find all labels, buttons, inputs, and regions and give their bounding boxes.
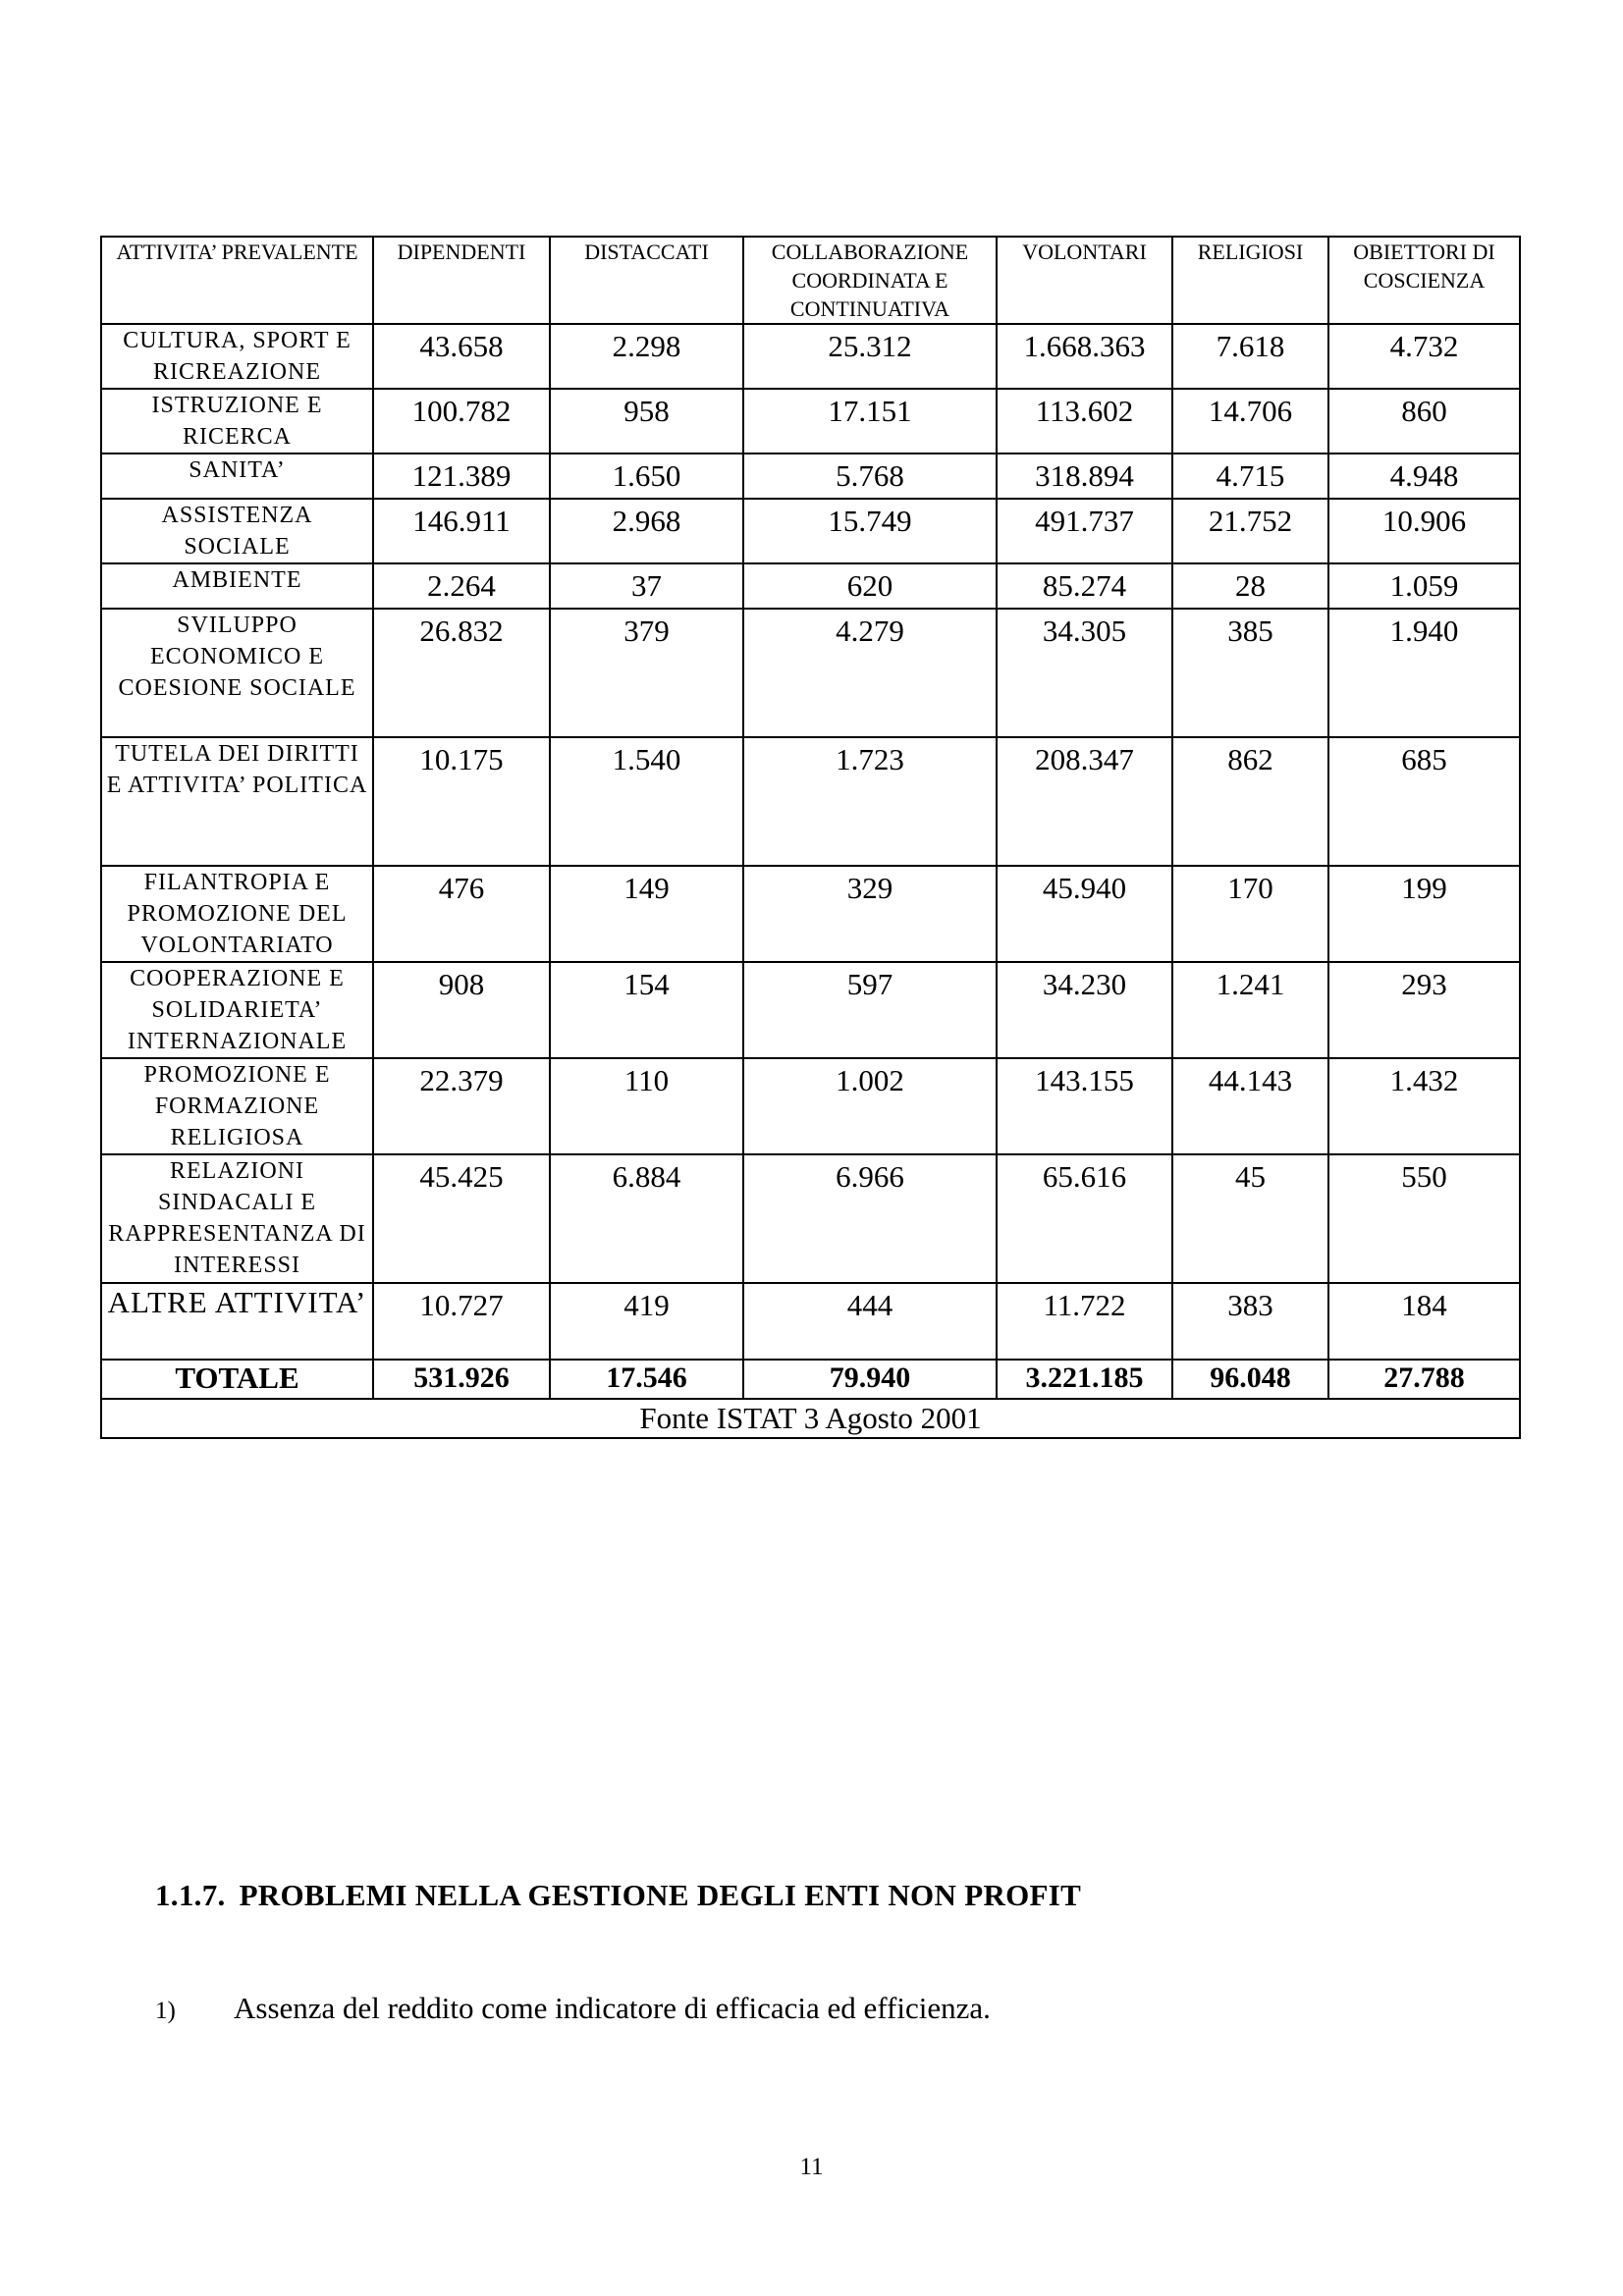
table-cell: 685 — [1328, 737, 1520, 866]
header-volontari: VOLONTARI — [997, 237, 1172, 324]
table-row — [101, 1154, 1520, 1283]
table-cell: 14.706 — [1172, 389, 1328, 454]
table-row — [101, 962, 1520, 1058]
row-label: COOPERAZIONE E SOLIDARIETA’ INTERNAZIONALE — [101, 962, 373, 1058]
section-number: 1.1.7. — [155, 1878, 226, 1912]
table-cell: 10.906 — [1328, 499, 1520, 563]
table-cell: 4.279 — [743, 609, 997, 737]
table-total-row — [101, 1360, 1520, 1399]
table-cell: 170 — [1172, 866, 1328, 962]
table-cell: 11.722 — [997, 1283, 1172, 1360]
table-row — [101, 1283, 1520, 1360]
table-row — [101, 737, 1520, 866]
table-cell: 1.540 — [550, 737, 743, 866]
header-collaborazione: COLLABORAZIONE COORDINATA E CONTINUATIVA — [743, 237, 997, 324]
table-cell: 10.727 — [373, 1283, 550, 1360]
table-cell: 4.948 — [1328, 454, 1520, 499]
table-cell: 146.911 — [373, 499, 550, 563]
section-title: PROBLEMI NELLA GESTIONE DEGLI ENTI NON PROFIT — [239, 1878, 1082, 1912]
header-religiosi: RELIGIOSI — [1172, 237, 1328, 324]
table-cell: 21.752 — [1172, 499, 1328, 563]
table-cell: 379 — [550, 609, 743, 737]
table-row — [101, 563, 1520, 609]
table-row — [101, 454, 1520, 499]
total-cell: 17.546 — [550, 1360, 743, 1399]
row-label: ALTRE ATTIVITA’ — [101, 1283, 373, 1360]
table-cell: 1.002 — [743, 1058, 997, 1154]
table-cell: 121.389 — [373, 454, 550, 499]
table-cell: 34.230 — [997, 962, 1172, 1058]
header-dipendenti: DIPENDENTI — [373, 237, 550, 324]
table-cell: 2.298 — [550, 324, 743, 389]
table-row — [101, 389, 1520, 454]
header-distaccati: DISTACCATI — [550, 237, 743, 324]
table-cell: 10.175 — [373, 737, 550, 866]
table-cell: 43.658 — [373, 324, 550, 389]
total-cell: 3.221.185 — [997, 1360, 1172, 1399]
table-cell: 318.894 — [997, 454, 1172, 499]
table-cell: 7.618 — [1172, 324, 1328, 389]
table-cell: 45.425 — [373, 1154, 550, 1283]
table-cell: 293 — [1328, 962, 1520, 1058]
table-cell: 550 — [1328, 1154, 1520, 1283]
table-cell: 383 — [1172, 1283, 1328, 1360]
table-cell: 4.732 — [1328, 324, 1520, 389]
list-item — [155, 1991, 991, 2026]
row-label: TUTELA DEI DIRITTI E ATTIVITA’ POLITICA — [101, 737, 373, 866]
table-cell: 860 — [1328, 389, 1520, 454]
table-cell: 28 — [1172, 563, 1328, 609]
table-cell: 908 — [373, 962, 550, 1058]
nonprofit-staff-table — [100, 236, 1521, 1439]
table-cell: 184 — [1328, 1283, 1520, 1360]
table-cell: 419 — [550, 1283, 743, 1360]
table-cell: 22.379 — [373, 1058, 550, 1154]
table-cell: 100.782 — [373, 389, 550, 454]
table-cell: 34.305 — [997, 609, 1172, 737]
table-cell: 862 — [1172, 737, 1328, 866]
row-label: ASSISTENZA SOCIALE — [101, 499, 373, 563]
table-cell: 113.602 — [997, 389, 1172, 454]
table-cell: 45 — [1172, 1154, 1328, 1283]
table-cell: 85.274 — [997, 563, 1172, 609]
table-header-row — [101, 237, 1520, 324]
total-label: TOTALE — [101, 1360, 373, 1399]
table-row — [101, 1058, 1520, 1154]
table-cell: 491.737 — [997, 499, 1172, 563]
table-cell: 1.668.363 — [997, 324, 1172, 389]
table-cell: 149 — [550, 866, 743, 962]
table-cell: 1.723 — [743, 737, 997, 866]
table-cell: 4.715 — [1172, 454, 1328, 499]
row-label: SVILUPPO ECONOMICO E COESIONE SOCIALE — [101, 609, 373, 737]
table-cell: 6.884 — [550, 1154, 743, 1283]
total-cell: 27.788 — [1328, 1360, 1520, 1399]
section-heading — [155, 1878, 1081, 1913]
table-cell: 2.968 — [550, 499, 743, 563]
table-cell: 1.432 — [1328, 1058, 1520, 1154]
table-cell: 385 — [1172, 609, 1328, 737]
table-cell: 1.241 — [1172, 962, 1328, 1058]
table-cell: 6.966 — [743, 1154, 997, 1283]
table-cell: 37 — [550, 563, 743, 609]
header-obiettori: OBIETTORI DI COSCIENZA — [1328, 237, 1520, 324]
list-marker: 1) — [155, 1998, 176, 2024]
table-cell: 45.940 — [997, 866, 1172, 962]
row-label: FILANTROPIA E PROMOZIONE DEL VOLONTARIATO — [101, 866, 373, 962]
table-cell: 199 — [1328, 866, 1520, 962]
table-cell: 25.312 — [743, 324, 997, 389]
table-cell: 1.059 — [1328, 563, 1520, 609]
row-label: ISTRUZIONE E RICERCA — [101, 389, 373, 454]
table-row — [101, 324, 1520, 389]
table-cell: 26.832 — [373, 609, 550, 737]
table-cell: 15.749 — [743, 499, 997, 563]
row-label: RELAZIONI SINDACALI E RAPPRESENTANZA DI INTERESSI — [101, 1154, 373, 1283]
table-cell: 958 — [550, 389, 743, 454]
row-label: SANITA’ — [101, 454, 373, 499]
table-cell: 2.264 — [373, 563, 550, 609]
row-label: AMBIENTE — [101, 563, 373, 609]
table-source: Fonte ISTAT 3 Agosto 2001 — [101, 1399, 1520, 1438]
table-cell: 154 — [550, 962, 743, 1058]
table-row — [101, 866, 1520, 962]
total-cell: 96.048 — [1172, 1360, 1328, 1399]
table-row — [101, 609, 1520, 737]
row-label: CULTURA, SPORT E RICREAZIONE — [101, 324, 373, 389]
table-cell: 444 — [743, 1283, 997, 1360]
total-cell: 531.926 — [373, 1360, 550, 1399]
table-cell: 5.768 — [743, 454, 997, 499]
table-row — [101, 499, 1520, 563]
table-cell: 597 — [743, 962, 997, 1058]
header-attivita: ATTIVITA’ PREVALENTE — [101, 237, 373, 324]
row-label: PROMOZIONE E FORMAZIONE RELIGIOSA — [101, 1058, 373, 1154]
table-cell: 17.151 — [743, 389, 997, 454]
list-text: Assenza del reddito come indicatore di efficacia ed efficienza. — [234, 1991, 991, 2025]
total-cell: 79.940 — [743, 1360, 997, 1399]
table-cell: 1.940 — [1328, 609, 1520, 737]
table-cell: 1.650 — [550, 454, 743, 499]
table-cell: 110 — [550, 1058, 743, 1154]
table-cell: 476 — [373, 866, 550, 962]
table-cell: 620 — [743, 563, 997, 609]
table-source-row — [101, 1399, 1520, 1438]
page-number: 11 — [799, 2154, 824, 2180]
table-cell: 65.616 — [997, 1154, 1172, 1283]
table-cell: 208.347 — [997, 737, 1172, 866]
table-cell: 329 — [743, 866, 997, 962]
table-cell: 143.155 — [997, 1058, 1172, 1154]
table-cell: 44.143 — [1172, 1058, 1328, 1154]
